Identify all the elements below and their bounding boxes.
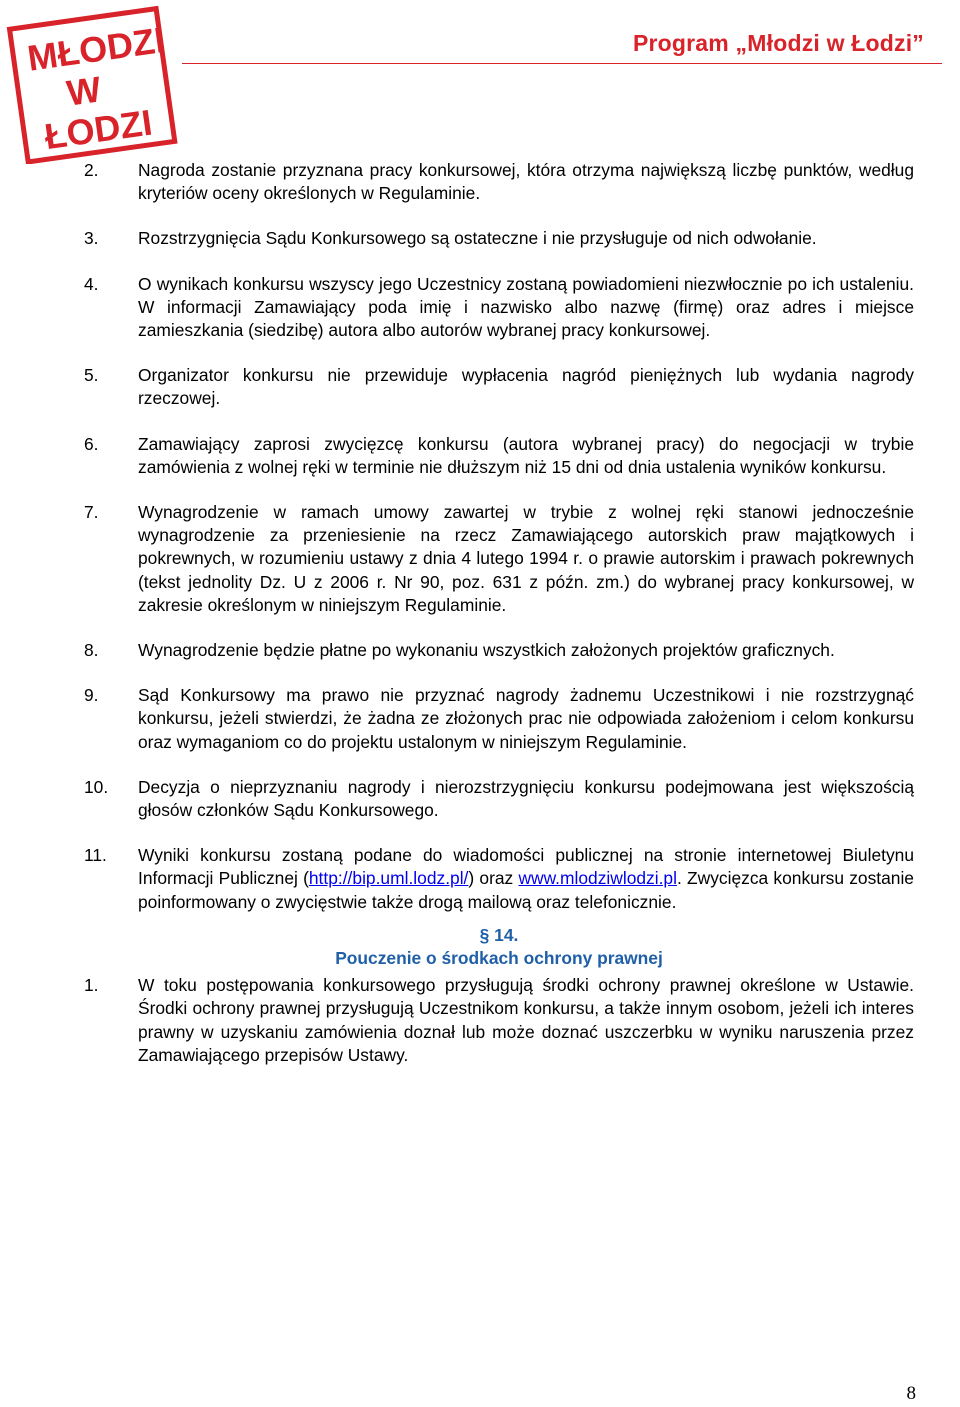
item-text: Nagroda zostanie przyznana pracy konkursowej, która otrzyma największą liczbę punktów, według kryteriów oceny określonych w Regulaminie. — [138, 160, 914, 204]
item-text: O wynikach konkursu wszyscy jego Uczestnicy zostaną powiadomieni niezwłocznie po ich ustaleniu. W informacji Zamawiający poda imię i nazwisko albo nazwę (firmę) oraz adres i miejsce zamieszkania (siedzibę) autora albo autorów wybranej pracy konkursowej. — [138, 273, 914, 341]
page-number: 8 — [906, 1383, 916, 1404]
item-text-after: . Zwycięzca konkursu zostanie poinformowany o zwycięstwie także drogą mailową oraz telefonicznie. — [138, 868, 914, 912]
item-number: 11. — [84, 845, 107, 866]
svg-text:MŁODZI: MŁODZI — [24, 18, 168, 79]
list-item — [84, 227, 914, 250]
item-number: 7. — [84, 502, 99, 523]
list-item — [84, 501, 914, 617]
svg-text:ŁODZI: ŁODZI — [42, 101, 155, 158]
mlodziwlodzi-link[interactable]: www.mlodziwlodzi.pl — [518, 868, 677, 889]
list-item — [84, 684, 914, 754]
list-item — [84, 639, 914, 662]
item-number: 2. — [84, 160, 99, 180]
list-item — [84, 776, 914, 822]
section-heading — [84, 924, 914, 970]
item-text: Decyzja o nieprzyznaniu nagrody i nierozstrzygnięciu konkursu podejmowana jest większością głosów członków Sądu Konkursowego. — [138, 776, 914, 821]
item-text — [138, 844, 914, 914]
section-title: Pouczenie o środkach ochrony prawnej — [335, 948, 663, 969]
header-title: Program „Młodzi w Łodzi” — [632, 30, 924, 56]
item-number: 9. — [84, 685, 99, 706]
document-body — [84, 159, 914, 1089]
item-number: 10. — [84, 776, 109, 797]
item-number: 8. — [84, 640, 99, 661]
item-number: 5. — [84, 365, 99, 386]
list-item — [84, 974, 914, 1067]
item-text: Zamawiający zaprosi zwycięzcę konkursu (autora wybranej pracy) do negocjacji w trybie zamówienia z wolnej ręki w terminie nie dłuższym niż 15 dni od dnia ustalenia wyników konkursu. — [138, 433, 914, 477]
item-text: Sąd Konkursowy ma prawo nie przyznać nagrody żadnemu Uczestnikowi i nie rozstrzygnąć konkursu, jeżeli stwierdzi, że żadna ze złożonych prac nie odpowiada założeniom i celom konkursu oraz wymaganiom co do projektu ustalonym w niniejszym Regulaminie. — [138, 685, 914, 752]
item-text-before: Wyniki konkursu zostaną podane do wiadomości publicznej na stronie internetowej Biuletynu Informacji Publicznej ( — [138, 845, 914, 889]
bip-link[interactable]: http://bip.uml.lodz.pl/ — [308, 868, 469, 889]
svg-text:W: W — [64, 68, 104, 114]
item-text: Wynagrodzenie w ramach umowy zawartej w trybie z wolnej ręki stanowi jednocześnie wynagrodzenie za przeniesienie na rzecz Zamawiającego autorskich praw majątkowych i pokrewnych, w rozumieniu ustawy z dnia 4 lutego 1994 r. o prawie autorskim i prawach pokrewnych (tekst jednolity Dz. U z 2006 r. Nr 90, poz. 631 z późn. zm.) do wybranej pracy konkursowej, w zakresie określonym w niniejszym Regulaminie. — [138, 502, 914, 615]
list-item — [84, 364, 914, 410]
list-item — [84, 273, 914, 343]
header-divider — [182, 63, 942, 64]
mlodzi-w-lodzi-logo — [4, 4, 184, 164]
item-text: Organizator konkursu nie przewiduje wypłacenia nagród pieniężnych lub wydania nagrody rzeczowej. — [138, 365, 914, 409]
list-item — [84, 433, 914, 479]
item-number: 1. — [84, 975, 99, 996]
item-number: 4. — [84, 273, 99, 294]
item-text: W toku postępowania konkursowego przysługują środki ochrony prawnej określone w Ustawie. Środki ochrony prawnej przysługują Uczestnikom konkursu, a także innym osobom, jeżeli ich interes prawny w uzyskaniu zamówienia doznał lub może doznać uszczerbku w wyniku naruszenia przez Zamawiającego przepisów Ustawy. — [138, 975, 914, 1065]
list-item — [84, 159, 914, 205]
list-item — [84, 844, 914, 914]
item-text: Rozstrzygnięcia Sądu Konkursowego są ostateczne i nie przysługuje od nich odwołanie. — [138, 228, 817, 249]
section-number: § 14. — [479, 924, 519, 945]
item-text-middle: ) oraz — [468, 868, 519, 889]
item-text: Wynagrodzenie będzie płatne po wykonaniu wszystkich założonych projektów graficznych. — [138, 640, 835, 661]
item-number: 3. — [84, 228, 99, 249]
item-number: 6. — [84, 433, 99, 454]
